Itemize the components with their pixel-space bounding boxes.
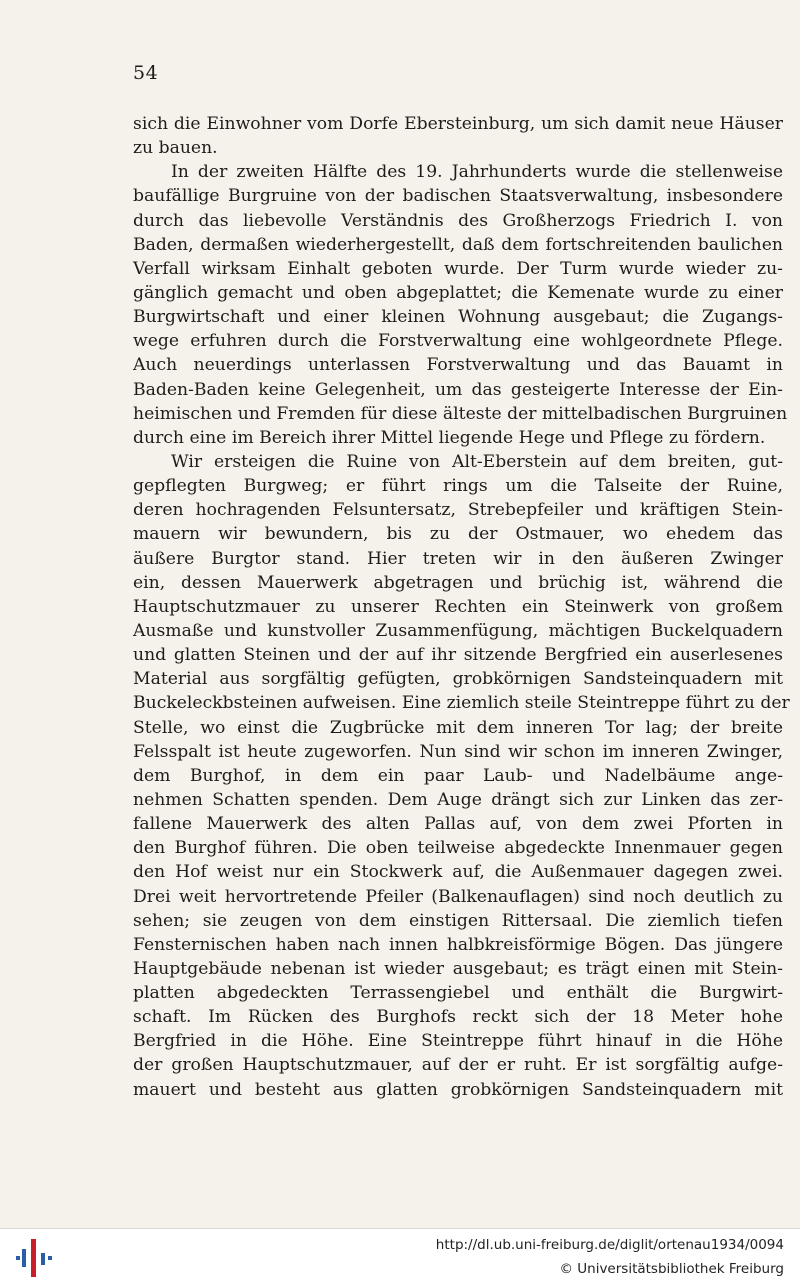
text-line: und glatten Steinen und der auf ihr sitzende Bergfried ein auserlesenes xyxy=(133,645,783,666)
body-text xyxy=(133,112,790,1102)
text-line: den Hof weist nur ein Stockwerk auf, die Außenmauer dagegen zwei. xyxy=(133,862,783,883)
text-line: der großen Hauptschutzmauer, auf der er ruht. Er ist sorgfältig aufge- xyxy=(133,1055,783,1076)
logo-bar-blue-1 xyxy=(22,1249,26,1267)
text-line: gänglich gemacht und oben abgeplattet; die Kemenate wurde zu einer xyxy=(133,282,783,303)
text-line: äußere Burgtor stand. Hier treten wir in den äußeren Zwinger xyxy=(133,548,783,569)
text-line: Baden, dermaßen wiederhergestellt, daß dem fortschreitenden baulichen xyxy=(133,234,783,255)
text-line: Baden-Baden keine Gelegenheit, um das gesteigerte Interesse der Ein- xyxy=(133,379,783,400)
text-line: gepflegten Burgweg; er führt rings um die Talseite der Ruine, xyxy=(133,476,783,497)
text-line: Hauptgebäude nebenan ist wieder ausgebaut; es trägt einen mit Stein- xyxy=(133,958,783,979)
text-line: zu bauen. xyxy=(133,138,218,159)
copyright-notice: © Universitätsbibliothek Freiburg xyxy=(559,1261,784,1277)
text-line: fallene Mauerwerk des alten Pallas auf, von dem zwei Pforten in xyxy=(133,814,783,835)
logo-bar-blue-2 xyxy=(41,1253,45,1265)
text-line: Burgwirtschaft und einer kleinen Wohnung ausgebaut; die Zugangs- xyxy=(133,307,783,328)
text-line: sich die Einwohner vom Dorfe Ebersteinburg, um sich damit neue Häuser xyxy=(133,114,783,134)
text-line: ein, dessen Mauerwerk abgetragen und brüchig ist, während die xyxy=(133,572,783,593)
text-line: mauern wir bewundern, bis zu der Ostmauer, wo ehedem das xyxy=(133,524,783,545)
text-line: Bergfried in die Höhe. Eine Steintreppe führt hinauf in die Höhe xyxy=(133,1031,783,1052)
text-line: Fensternischen haben nach innen halbkreisförmige Bögen. Das jüngere xyxy=(133,934,783,955)
page-number: 54 xyxy=(133,62,159,84)
text-line: wege erfuhren durch die Forstverwaltung eine wohlgeordnete Pflege. xyxy=(133,331,783,352)
logo-bar-blue-3 xyxy=(16,1256,20,1260)
text-line: Verfall wirksam Einhalt geboten wurde. Der Turm wurde wieder zu- xyxy=(133,258,783,279)
logo-bar-red xyxy=(31,1239,36,1277)
text-line: mauert und besteht aus glatten grobkörnigen Sandsteinquadern mit xyxy=(133,1079,783,1100)
text-line: Wir ersteigen die Ruine von Alt-Eberstein auf dem breiten, gut- xyxy=(171,451,783,472)
text-line: Hauptschutzmauer zu unserer Rechten ein Steinwerk von großem xyxy=(133,596,783,617)
text-line: dem Burghof, in dem ein paar Laub- und Nadelbäume ange- xyxy=(133,765,783,786)
text-line: durch das liebevolle Verständnis des Großherzogs Friedrich I. von xyxy=(133,210,783,231)
text-line: Drei weit hervortretende Pfeiler (Balkenauflagen) sind noch deutlich zu xyxy=(133,886,783,907)
text-line: durch eine im Bereich ihrer Mittel liegende Hege und Pflege zu fördern. xyxy=(133,427,766,448)
text-line: Stelle, wo einst die Zugbrücke mit dem inneren Tor lag; der breite xyxy=(133,717,783,738)
text-line: In der zweiten Hälfte des 19. Jahrhunderts wurde die stellenweise xyxy=(171,162,783,183)
logo-bar-blue-4 xyxy=(48,1256,52,1260)
text-line: deren hochragenden Felsuntersatz, Strebepfeiler und kräftigen Stein- xyxy=(133,500,783,521)
text-line: Material aus sorgfältig gefügten, grobkörnigen Sandsteinquadern mit xyxy=(133,669,783,690)
text-line: Felsspalt ist heute zugeworfen. Nun sind wir schon im inneren Zwinger, xyxy=(133,741,783,762)
text-line: schaft. Im Rücken des Burghofs reckt sich der 18 Meter hohe xyxy=(133,1007,783,1028)
library-logo-icon xyxy=(14,1237,56,1279)
text-line: nehmen Schatten spenden. Dem Auge drängt sich zur Linken das zer- xyxy=(133,789,783,810)
text-line: Auch neuerdings unterlassen Forstverwaltung und das Bauamt in xyxy=(133,355,783,376)
text-line: den Burghof führen. Die oben teilweise abgedeckte Innenmauer gegen xyxy=(133,838,783,859)
text-line: heimischen und Fremden für diese älteste der mittelbadischen Burgruinen xyxy=(133,403,788,424)
permalink-url[interactable]: http://dl.ub.uni-freiburg.de/diglit/ortenau1934/0094 xyxy=(435,1237,784,1253)
text-line: sehen; sie zeugen von dem einstigen Rittersaal. Die ziemlich tiefen xyxy=(133,910,783,931)
text-line: Buckeleckbsteinen aufweisen. Eine ziemlich steile Steintreppe führt zu der xyxy=(133,693,790,714)
text-line: Ausmaße und kunstvoller Zusammenfügung, mächtigen Buckelquadern xyxy=(133,620,783,641)
text-line: platten abgedeckten Terrassengiebel und enthält die Burgwirt- xyxy=(133,983,783,1004)
footer-bar xyxy=(0,1228,800,1287)
text-line: baufällige Burgruine von der badischen Staatsverwaltung, insbesondere xyxy=(133,186,783,207)
